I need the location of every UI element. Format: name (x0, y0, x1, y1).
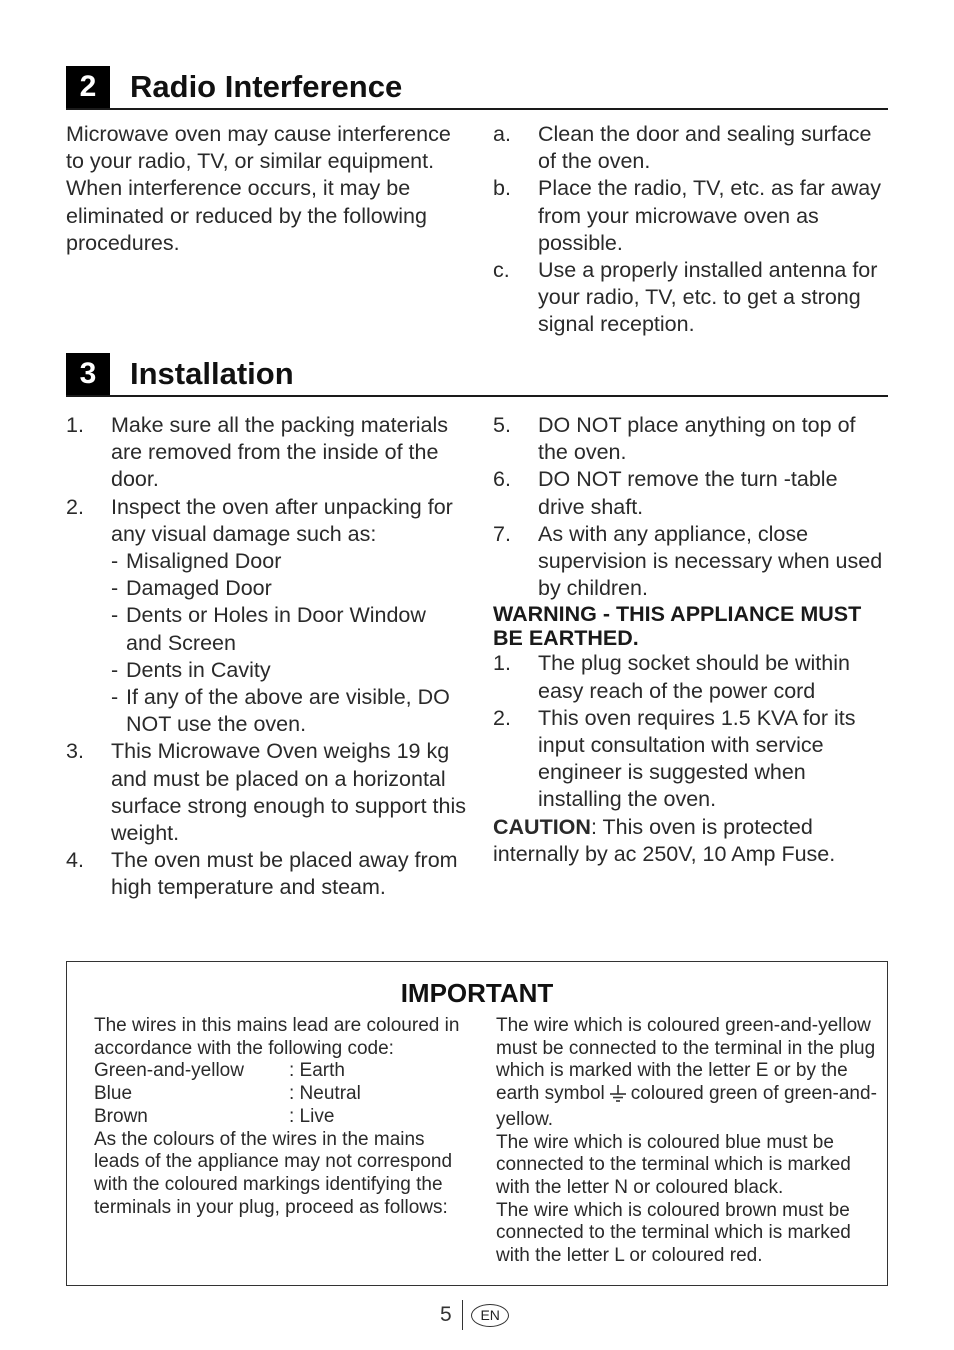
wire-meaning: : Neutral (289, 1083, 361, 1105)
wire-code-row (94, 1060, 474, 1083)
wire-code-row (94, 1083, 474, 1106)
footer-divider (462, 1300, 464, 1330)
list-marker: a. (493, 122, 511, 146)
section-title: Radio Interference (130, 69, 403, 104)
list-item (493, 705, 889, 814)
important-title: IMPORTANT (400, 978, 554, 1008)
list-text: This oven requires 1.5 KVA for its input consultation with service engineer is suggested when installing the oven. (538, 705, 856, 812)
list-text: The oven must be placed away from high temperature and steam. (111, 848, 458, 900)
caution-label: CAUTION (493, 814, 591, 839)
important-box (66, 961, 888, 1286)
installation-left-column (66, 412, 466, 902)
list-marker: 3. (66, 739, 84, 764)
live-wire-instruction: The wire which is coloured brown must be connected to the terminal which is marked with the letter L or coloured red. (496, 1199, 851, 1267)
dash-item (66, 602, 466, 656)
dash-marker: - (111, 576, 119, 601)
list-text: This Microwave Oven weighs 19 kg and must be placed on a horizontal surface strong enough to support this weight. (111, 739, 466, 846)
dash-text: Damaged Door (126, 576, 272, 601)
section-number: 3 (66, 353, 110, 395)
list-text: As with any appliance, close supervision is necessary when used by children. (538, 521, 883, 601)
dash-item (66, 657, 466, 684)
dash-item (66, 548, 466, 575)
dash-item (66, 575, 466, 602)
radio-intro-text: Microwave oven may cause interference to your radio, TV, or similar equipment. When interference occurs, it may be eliminated or reduced by the following procedures. (66, 122, 451, 255)
list-text: Use a properly installed antenna for your radio, TV, etc. to get a strong signal reception. (538, 258, 878, 337)
dash-marker: - (111, 603, 119, 628)
list-text: DO NOT place anything on top of the oven. (538, 413, 856, 465)
radio-steps-list (493, 121, 889, 339)
list-marker: c. (493, 258, 510, 283)
list-marker: 1. (493, 651, 511, 676)
section-header-radio (66, 66, 888, 110)
list-item (493, 121, 889, 175)
earth-wire-instruction (496, 1015, 878, 1132)
list-text: DO NOT remove the turn -table drive shaft. (538, 467, 838, 519)
caution-note (493, 814, 889, 868)
wire-code-row (94, 1106, 474, 1129)
dash-item (66, 684, 466, 738)
dash-marker: - (111, 549, 119, 574)
wire-colour: Blue (94, 1083, 133, 1105)
wire-code-intro: The wires in this mains lead are coloured in accordance with the following code: (94, 1015, 460, 1059)
caution-text: : This oven is protected internally by ac 250V, 10 Amp Fuse. (493, 814, 836, 866)
earth-wire-text: The wire which is coloured green-and-yellow must be connected to the terminal in the plug which is marked with the letter E or by the earth symbol (496, 1015, 876, 1105)
list-item (493, 521, 889, 603)
list-item (66, 847, 466, 901)
important-right-column (496, 1015, 878, 1268)
section-header-installation (66, 353, 888, 397)
list-marker: 2. (66, 494, 84, 519)
wire-colour: Green-and-yellow (94, 1060, 244, 1082)
neutral-wire-instruction: The wire which is coloured blue must be connected to the terminal which is marked with the letter N or coloured black. (496, 1131, 851, 1198)
list-item (66, 738, 466, 847)
list-marker: 4. (66, 848, 84, 873)
dash-text: Dents or Holes in Door Window and Screen (126, 603, 426, 655)
wire-code-outro: As the colours of the wires in the mains leads of the appliance may not correspond with the coloured markings identifying the terminals in your plug, proceed as follows: (94, 1128, 453, 1218)
section-number: 2 (66, 66, 110, 108)
list-text: Clean the door and sealing surface of the oven. (538, 122, 872, 174)
list-item (493, 257, 889, 339)
language-badge: EN (471, 1304, 509, 1327)
dash-text: Dents in Cavity (126, 657, 271, 682)
list-marker: 6. (493, 467, 511, 492)
list-item (66, 412, 466, 494)
list-marker: b. (493, 176, 511, 201)
list-marker: 5. (493, 413, 511, 437)
wire-meaning: : Live (289, 1105, 335, 1127)
list-text: Inspect the oven after unpacking for any visual damage such as: (111, 494, 453, 546)
section-title: Installation (130, 356, 294, 391)
list-item (66, 494, 466, 548)
wire-meaning: : Earth (289, 1060, 345, 1082)
list-marker: 1. (66, 413, 84, 437)
list-text: The plug socket should be within easy reach of the power cord (538, 651, 850, 703)
page-number: 5 (440, 1303, 452, 1326)
dash-marker: - (111, 657, 119, 682)
list-item (493, 175, 889, 257)
earth-wire-text-end: coloured green of green-and-yellow. (496, 1083, 877, 1130)
dash-text: If any of the above are visible, DO NOT use the oven. (126, 685, 450, 737)
page-footer (440, 1300, 509, 1330)
list-marker: 7. (493, 521, 511, 546)
earth-symbol-icon (609, 1084, 627, 1109)
list-item (493, 412, 889, 466)
list-item (493, 466, 889, 520)
installation-right-column (493, 412, 889, 868)
earthing-warning: WARNING - THIS APPLIANCE MUST BE EARTHED. (493, 602, 862, 651)
list-item (493, 650, 889, 704)
list-marker: 2. (493, 705, 511, 730)
list-text: Place the radio, TV, etc. as far away from your microwave oven as possible. (538, 176, 881, 255)
dash-text: Misaligned Door (126, 549, 282, 574)
list-text: Make sure all the packing materials are removed from the inside of the door. (111, 413, 448, 492)
important-left-column (94, 1015, 474, 1219)
radio-intro-column (66, 121, 466, 257)
dash-marker: - (111, 685, 119, 710)
wire-colour: Brown (94, 1105, 148, 1127)
